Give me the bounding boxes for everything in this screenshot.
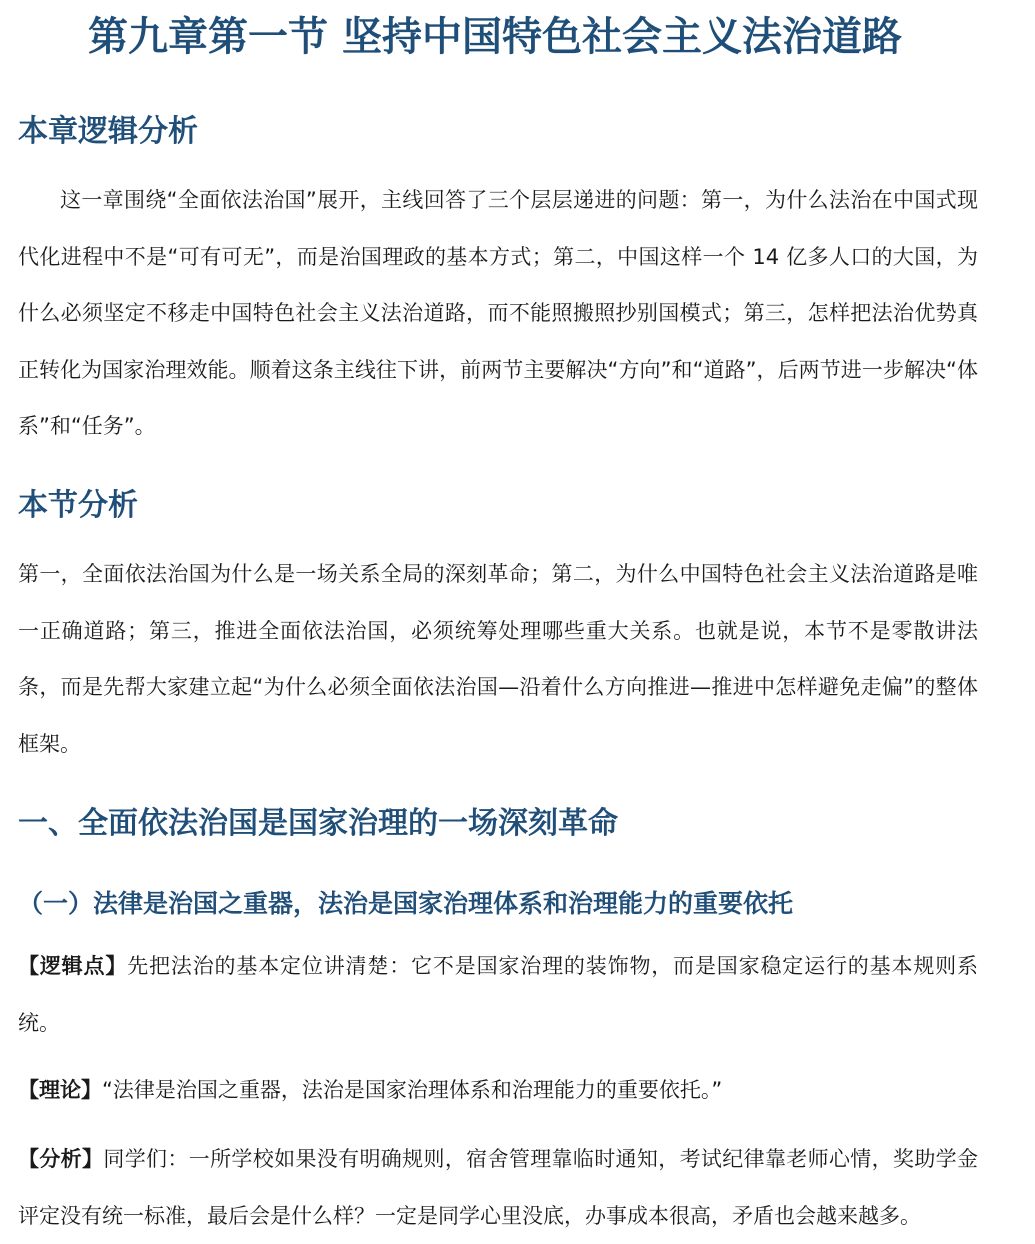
page-title: 第九章第一节 坚持中国特色社会主义法治道路 — [88, 14, 902, 60]
heading-chapter-logic: 本章逻辑分析 — [18, 114, 198, 149]
logic-point-paragraph — [18, 938, 978, 1051]
analysis-text: 同学们：一所学校如果没有明确规则，宿舍管理靠临时通知，考试纪律靠老师心情，奖助学金评定没有统一标准，最后会是什么样？一定是同学心里没底，办事成本很高，矛盾也会越来越多。 — [18, 1147, 979, 1228]
analysis-tag: 【分析】 — [18, 1147, 104, 1171]
paragraph-section-analysis: 第一，全面依法治国为什么是一场关系全局的深刻革命；第二，为什么中国特色社会主义法治道路是唯一正确道路；第三，推进全面依法治国，必须统筹处理哪些重大关系。也就是说，本节不是零散讲法条，而是先帮大家建立起“为什么必须全面依法治国—沿着什么方向推进—推进中怎样避免走偏”的整体框架。 — [18, 562, 978, 756]
theory-tag: 【理论】 — [18, 1078, 102, 1102]
logic-point-tag: 【逻辑点】 — [18, 954, 128, 978]
analysis-paragraph — [18, 1131, 978, 1244]
theory-text: “法律是治国之重器，法治是国家治理体系和治理能力的重要依托。” — [102, 1078, 723, 1102]
heading-subsection-one: （一）法律是治国之重器，法治是国家治理体系和治理能力的重要依托 — [18, 889, 794, 918]
heading-part-one: 一、全面依法治国是国家治理的一场深刻革命 — [18, 806, 618, 841]
theory-paragraph — [18, 1073, 722, 1107]
heading-section-analysis: 本节分析 — [18, 488, 138, 523]
logic-point-text: 先把法治的基本定位讲清楚：它不是国家治理的装饰物，而是国家稳定运行的基本规则系统。 — [18, 954, 978, 1035]
paragraph-chapter-logic: 这一章围绕“全面依法治国”展开，主线回答了三个层层递进的问题：第一，为什么法治在中国式现代化进程中不是“可有可无”，而是治国理政的基本方式；第二，中国这样一个 14 亿多人口的大国，为什么必须坚定不移走中国特色社会主义法治道路，而不能照搬照抄别国模式；第三，怎样把法治优势真正转化为国家治理效能。顺着这条主线往下讲，前两节主要解决“方向”和“道路”，后两节进一步解决“体系”和“任务”。 — [18, 188, 978, 438]
